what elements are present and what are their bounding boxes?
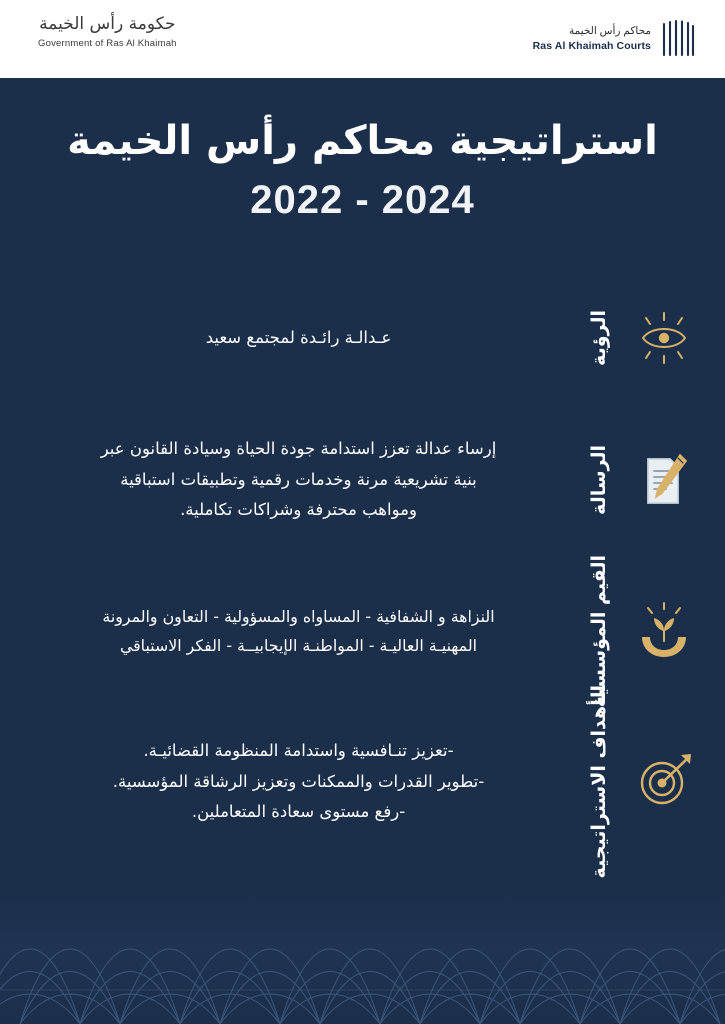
section-vision-line: عـدالـة رائـدة لمجتمع سعيد xyxy=(205,327,392,347)
government-logo xyxy=(38,14,177,49)
courts-logo-text xyxy=(533,25,651,52)
page-header xyxy=(0,0,725,78)
government-logo-script-ar: حكومة رأس الخيمة xyxy=(39,14,176,34)
section-strategic-goals-line: -تطوير القدرات والممكنات وتعزيز الرشاقة المؤسسية. xyxy=(112,771,485,791)
section-strategic-goals-label: الأهداف الاستراتيجية xyxy=(588,685,610,879)
bottom-geometric-pattern xyxy=(0,894,725,1024)
section-vision-label: الرؤية xyxy=(588,310,610,366)
section-vision-label-wrap xyxy=(577,310,621,366)
eye-icon xyxy=(621,312,707,364)
section-mission-line: ومواهب محترفة وشراكات تكاملية. xyxy=(180,500,417,520)
section-mission-line: إرساء عدالة تعزز استدامة جودة الحياة وسيادة القانون عبر xyxy=(100,439,497,459)
government-logo-name-en: Government of Ras Al Khaimah xyxy=(38,38,177,50)
section-mission-label: الرسالة xyxy=(588,445,610,515)
section-vision xyxy=(0,272,725,404)
courts-logo-name-en: Ras Al Khaimah Courts xyxy=(532,39,651,52)
poster-title xyxy=(0,118,725,223)
page-title: استراتيجية محاكم رأس الخيمة xyxy=(67,118,658,164)
section-mission-line: بنية تشريعية مرنة وخدمات رقمية وتطبيقات استباقية xyxy=(120,469,477,489)
courts-pillars-mark-icon xyxy=(661,18,695,58)
courts-logo-name-ar: محاكم رأس الخيمة xyxy=(569,24,651,37)
section-strategic-goals-line: -تعزيز تنـافسية واستدامة المنظومة القضائيـة. xyxy=(143,741,454,761)
section-mission-body xyxy=(20,434,577,526)
section-mission-label-wrap xyxy=(577,445,621,515)
section-strategic-goals-body xyxy=(20,736,577,828)
section-vision-body xyxy=(20,323,577,354)
page-title-years: 2022 - 2024 xyxy=(250,178,475,222)
section-mission xyxy=(0,404,725,556)
section-strategic-goals xyxy=(0,685,725,879)
document-pen-icon xyxy=(621,449,707,511)
section-values xyxy=(0,556,725,706)
section-values-label: القيم المؤسسية xyxy=(588,554,610,708)
section-strategic-goals-label-wrap xyxy=(577,685,621,878)
section-strategic-goals-line: -رفع مستوى سعادة المتعاملين. xyxy=(191,802,406,822)
section-values-line: النزاهة و الشفافية - المساواه والمسؤولية - التعاون والمرونة xyxy=(102,606,495,626)
strategy-sections xyxy=(0,272,725,879)
section-values-body xyxy=(20,602,577,660)
section-values-line: المهنيـة العاليـة - المواطنـة الإيجابيــة - الفكر الاستباقي xyxy=(119,636,478,655)
courts-logo xyxy=(533,18,695,58)
target-arrow-icon xyxy=(621,751,707,813)
hands-plant-icon xyxy=(621,601,707,661)
